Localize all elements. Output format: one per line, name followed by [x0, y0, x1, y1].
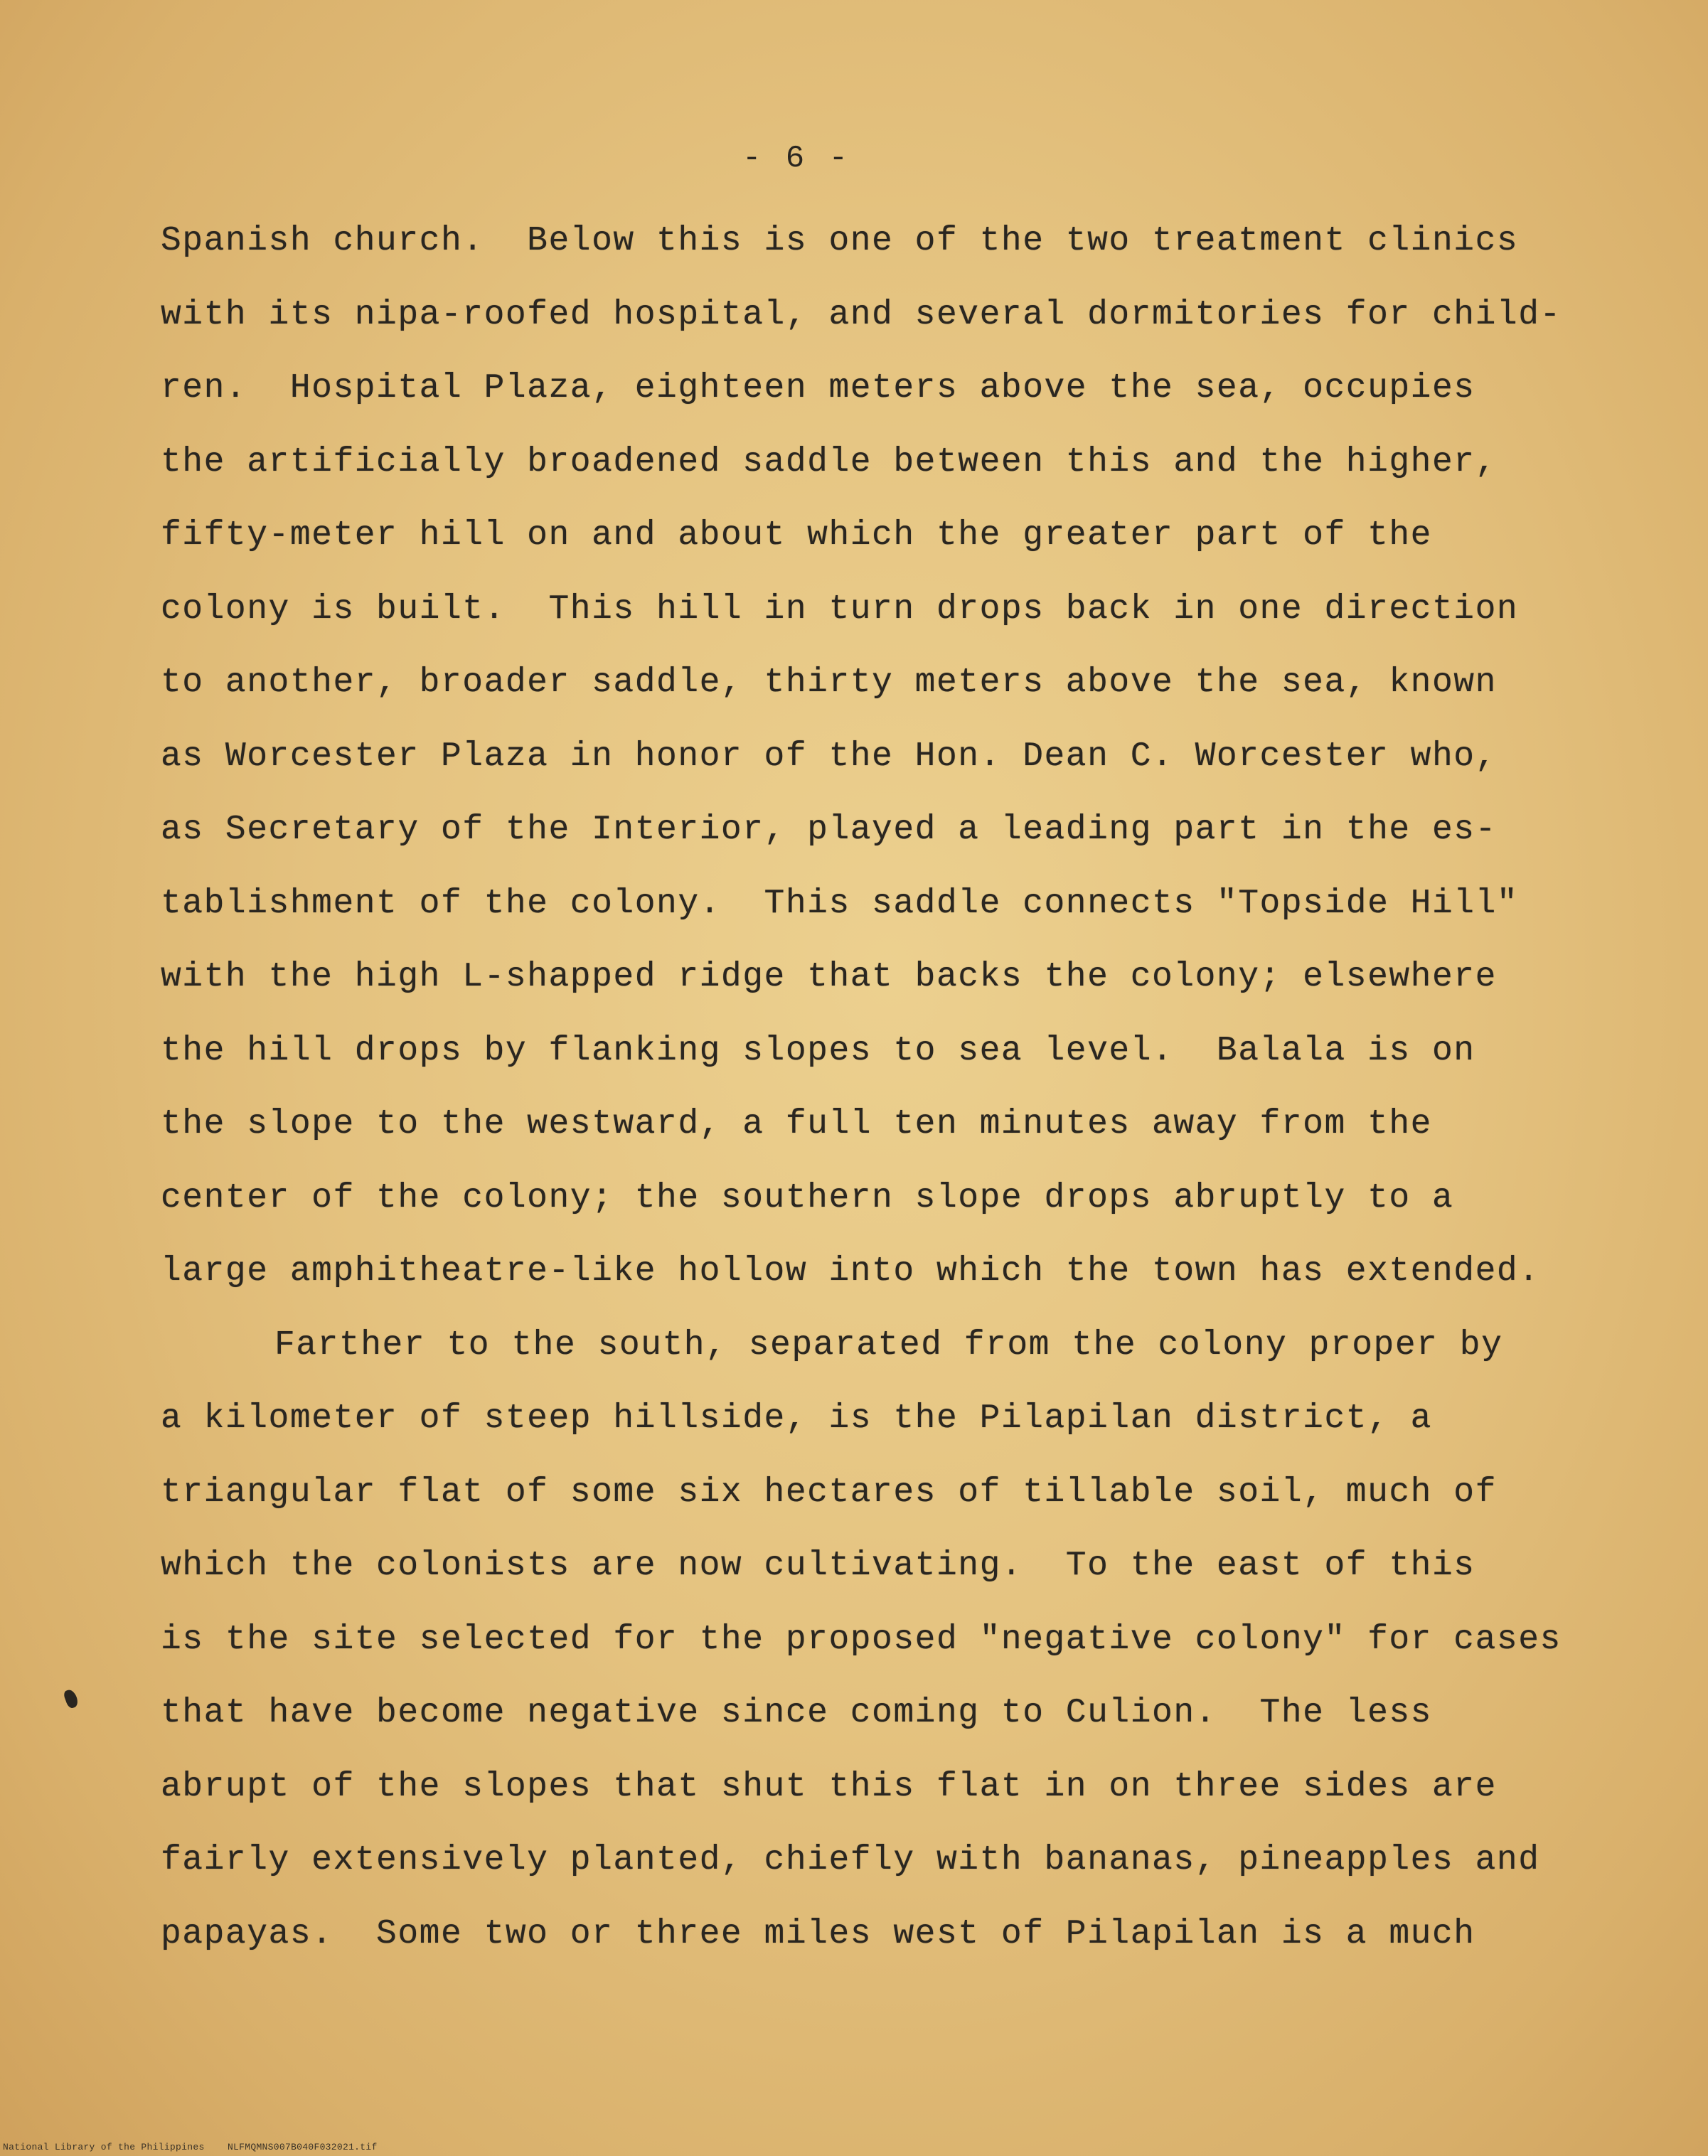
text-line: papayas. Some two or three miles west of Pilapilan is a much [161, 1914, 1475, 1953]
text-line: fifty-meter hill on and about which the greater part of the [161, 516, 1432, 555]
text-line: the slope to the westward, a full ten minutes away from the [161, 1105, 1432, 1143]
text-line: with its nipa-roofed hospital, and several dormitories for child- [161, 295, 1562, 334]
text-line: as Secretary of the Interior, played a leading part in the es- [161, 811, 1497, 849]
text-line: that have become negative since coming to Culion. The less [161, 1694, 1432, 1732]
paragraph-start-line: Farther to the south, separated from the colony proper by [274, 1325, 1503, 1365]
text-line: Spanish church. Below this is one of the two treatment clinics [161, 222, 1519, 260]
text-line: the hill drops by flanking slopes to sea level. Balala is on [161, 1031, 1475, 1070]
archive-footer: National Library of the Philippines NLFMQMNS007B040F032021.tif [3, 2142, 378, 2152]
text-line: tablishment of the colony. This saddle connects "Topside Hill" [161, 884, 1519, 923]
text-line: is the site selected for the proposed "negative colony" for cases [161, 1620, 1562, 1659]
document-body [161, 205, 1611, 1971]
page-number: - 6 - [742, 141, 851, 176]
text-line: which the colonists are now cultivating. To the east of this [161, 1547, 1475, 1585]
text-line: center of the colony; the southern slope drops abruptly to a [161, 1178, 1454, 1217]
ink-blot [63, 1688, 80, 1709]
text-line: colony is built. This hill in turn drops back in one direction [161, 589, 1519, 629]
text-line: with the high L-shapped ridge that backs the colony; elsewhere [161, 958, 1497, 996]
text-line: large amphitheatre-like hollow into which the town has extended. [161, 1252, 1540, 1291]
text-line: triangular flat of some six hectares of tillable soil, much of [161, 1473, 1497, 1512]
text-line: a kilometer of steep hillside, is the Pilapilan district, a [161, 1399, 1432, 1438]
text-line: as Worcester Plaza in honor of the Hon. Dean C. Worcester who, [161, 737, 1497, 776]
text-line: abrupt of the slopes that shut this flat in on three sides are [161, 1767, 1497, 1806]
text-line: fairly extensively planted, chiefly with bananas, pineapples and [161, 1841, 1540, 1879]
text-line: to another, broader saddle, thirty meters above the sea, known [161, 663, 1497, 702]
text-line: the artificially broadened saddle between this and the higher, [161, 442, 1497, 481]
text-line: ren. Hospital Plaza, eighteen meters above the sea, occupies [161, 369, 1475, 407]
